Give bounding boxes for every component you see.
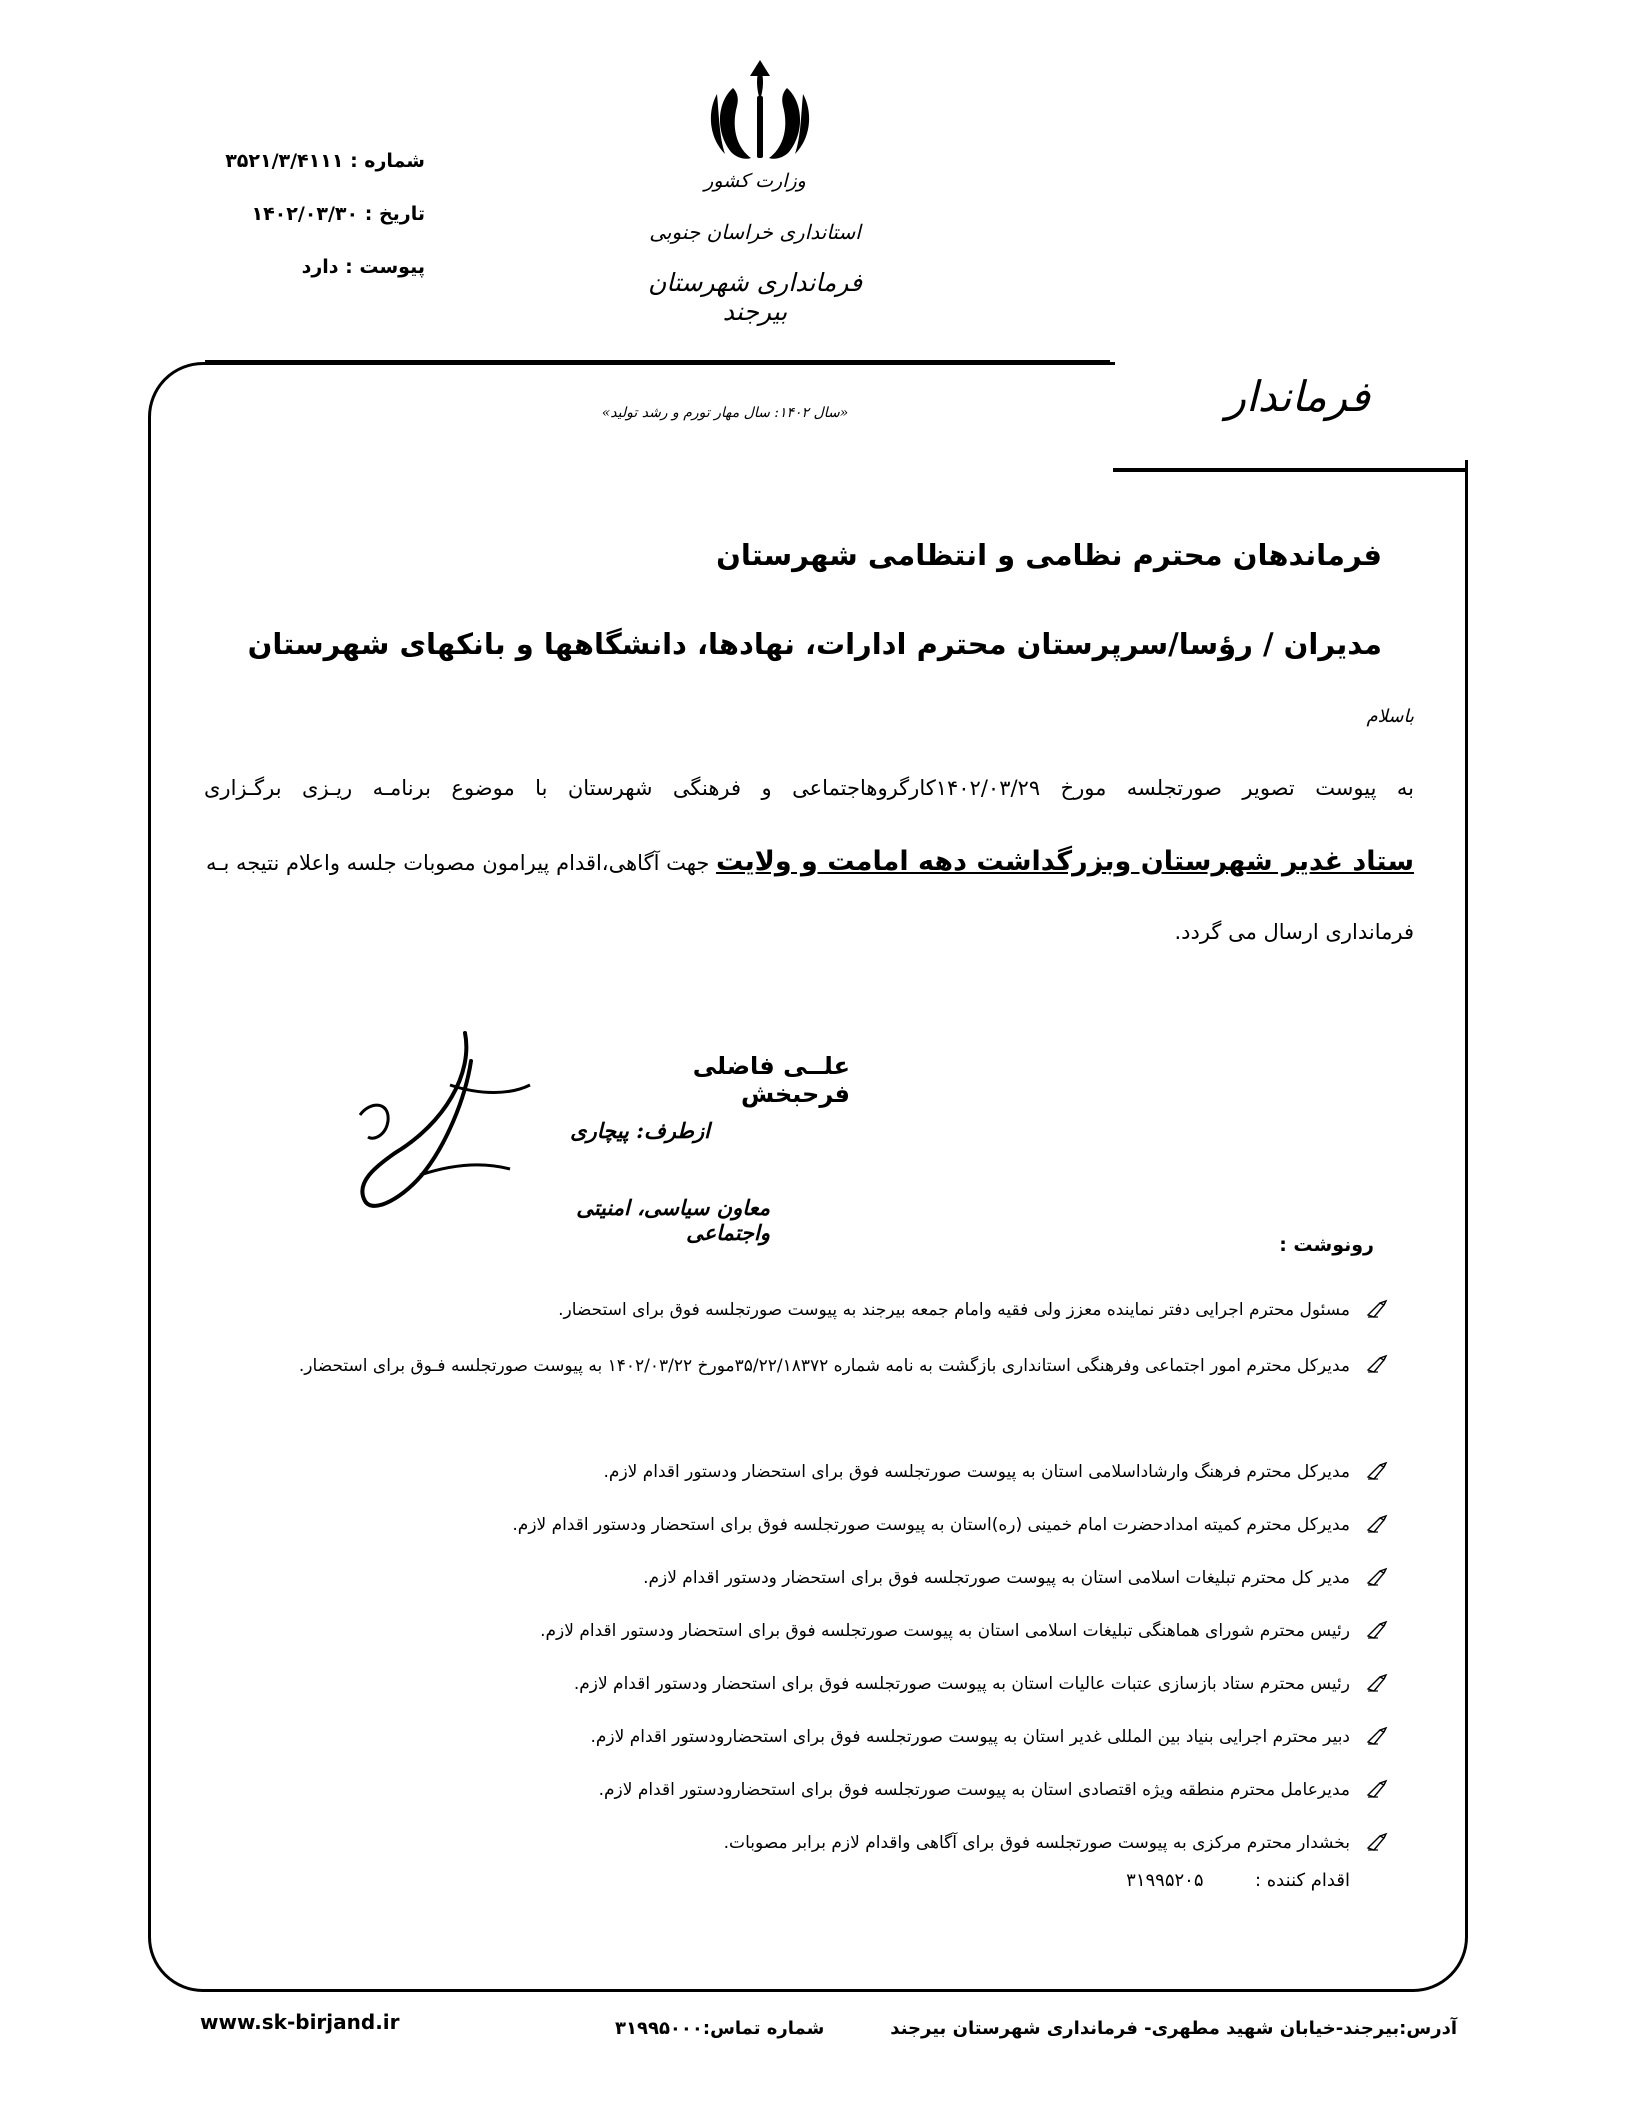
writing-hand-icon (1366, 1673, 1390, 1693)
cc-item (240, 1503, 1350, 1547)
body-emphasis: ستاد غدیر شهرستان وبزرگداشت دهه امامت و ولایت (716, 846, 1414, 877)
cc-item (240, 1556, 1350, 1600)
writing-hand-icon (1366, 1354, 1390, 1374)
footer-phone-label: شماره تماس: (702, 2018, 825, 2039)
cc-item (240, 1768, 1350, 1812)
cc-item (240, 1288, 1350, 1332)
letter-date (190, 203, 425, 225)
year-slogan: «سال ۱۴۰۲: سال مهار تورم و رشد تولید» (601, 405, 849, 421)
office-name: فرمانداری شهرستان بیرجند (647, 268, 863, 326)
body-line-2-rest: جهت آگاهی،اقدام پیرامون مصوبات جلسه واعلام نتیجه بـه (206, 851, 717, 875)
frame-mid-line (1113, 468, 1468, 472)
writing-hand-icon (1366, 1620, 1390, 1640)
body-line-1: به پیوست تصویر صورتجلسه مورخ ۱۴۰۲/۰۳/۲۹کارگروهاجتماعی و فرهنگی شهرستان با موضوع برنامـه ریـزی برگـزاری (204, 776, 1414, 800)
cc-item-text: مدیر کل محترم تبلیغات اسلامی استان به پیوست صورتجلسه فوق برای استحضار ودستور اقدام لازم. (643, 1568, 1350, 1588)
cc-item-text: بخشدار محترم مرکزی به پیوست صورتجلسه فوق برای آگاهی واقدام لازم برابر مصوبات. (723, 1833, 1350, 1853)
footer-address: آدرس:بیرجند-خیابان شهید مطهری- فرمانداری شهرستان بیرجند (890, 2018, 1457, 2039)
footer-website: www.sk-birjand.ir (200, 2010, 400, 2034)
cc-item (240, 1662, 1350, 1706)
signer-on-behalf: ازطرف: پیچاری (570, 1118, 710, 1143)
frame-top-line (205, 360, 1110, 364)
footer-phone (615, 2018, 824, 2039)
office-title: فرماندار (1225, 372, 1370, 421)
cc-item-text: رئیس محترم شورای هماهنگی تبلیغات اسلامی استان به پیوست صورتجلسه فوق برای استحضار ودستور اقدام لازم. (540, 1621, 1350, 1641)
cc-item-text: مدیرعامل محترم منطقه ویژه اقتصادی استان به پیوست صورتجلسه فوق برای استحضارودستور اقدام لازم. (598, 1780, 1350, 1800)
letter-number (190, 150, 425, 172)
action-by-value: ۳۱۹۹۵۲۰۵ (1126, 1870, 1204, 1891)
cc-item-text: مدیرکل محترم فرهنگ وارشاداسلامی استان به پیوست صورتجلسه فوق برای استحضار ودستور اقدام لازم. (603, 1462, 1350, 1482)
recipient-line-1: فرماندهان محترم نظامی و انتظامی شهرستان (716, 538, 1382, 572)
cc-item-text: مدیرکل محترم امور اجتماعی وفرهنگی استانداری بازگشت به نامه شماره ۳۵/۲۲/۱۸۳۷۲مورخ ۱۴۰۲/۰۳/۲۲ به پیوست صورتجلسه فـوق برای استحضار. (298, 1356, 1350, 1376)
cc-item-text: مدیرکل محترم کمیته امدادحضرت امام خمینی (ره)استان به پیوست صورتجلسه فوق برای استحضار ودستور اقدام لازم. (512, 1515, 1350, 1535)
cc-item (240, 1450, 1350, 1494)
signer-title: معاون سیاسی، امنیتی واجتماعی (576, 1195, 770, 1245)
letter-number-label: شماره : (350, 150, 425, 172)
cc-item (240, 1821, 1350, 1865)
cc-item (240, 1609, 1350, 1653)
letter-attachment (190, 256, 425, 278)
writing-hand-icon (1366, 1567, 1390, 1587)
cc-item (240, 1715, 1350, 1759)
greeting: باسلام (1366, 706, 1414, 727)
writing-hand-icon (1366, 1779, 1390, 1799)
body-line-3: فرمانداری ارسال می گردد. (1174, 920, 1414, 944)
writing-hand-icon (1366, 1726, 1390, 1746)
action-by (1126, 1870, 1350, 1891)
letter-attachment-label: پیوست : (345, 256, 425, 278)
handwritten-signature-icon (340, 1025, 540, 1245)
letter-number-value: ۳۵۲۱/۳/۴۱۱۱ (225, 150, 344, 172)
cc-item-text: رئیس محترم ستاد بازسازی عتبات عالیات استان به پیوست صورتجلسه فوق برای استحضار ودستور اقدام لازم. (573, 1674, 1350, 1694)
letter-date-label: تاریخ : (364, 203, 425, 225)
footer-phone-value: ۳۱۹۹۵۰۰۰ (615, 2018, 703, 2039)
writing-hand-icon (1366, 1461, 1390, 1481)
letter-attachment-value: دارد (301, 256, 339, 278)
writing-hand-icon (1366, 1299, 1390, 1319)
governorate-name: استانداری خراسان جنوبی (649, 220, 861, 244)
writing-hand-icon (1366, 1514, 1390, 1534)
cc-item (240, 1343, 1350, 1389)
cc-item-text: دبیر محترم اجرایی بنیاد بین المللی غدیر استان به پیوست صورتجلسه فوق برای استحضارودستور اقدام لازم. (590, 1727, 1350, 1747)
cc-label: رونوشت : (1279, 1234, 1374, 1256)
body-line-2 (206, 846, 1414, 877)
iran-emblem-icon (705, 58, 815, 168)
letter-date-value: ۱۴۰۲/۰۳/۳۰ (251, 203, 359, 225)
writing-hand-icon (1366, 1832, 1390, 1852)
signer-name: علــی فاضلی فرحبخش (692, 1052, 850, 1108)
recipient-line-2: مدیران / رؤسا/سرپرستان محترم ادارات، نهادها، دانشگاهها و بانکهای شهرستان (247, 627, 1382, 661)
ministry-name: وزارت کشور (704, 170, 806, 192)
cc-item-text: مسئول محترم اجرایی دفتر نماینده معزز ولی فقیه وامام جمعه بیرجند به پیوست صورتجلسه فوق برای استحضار. (558, 1300, 1350, 1320)
action-by-label: اقدام کننده : (1254, 1870, 1350, 1891)
